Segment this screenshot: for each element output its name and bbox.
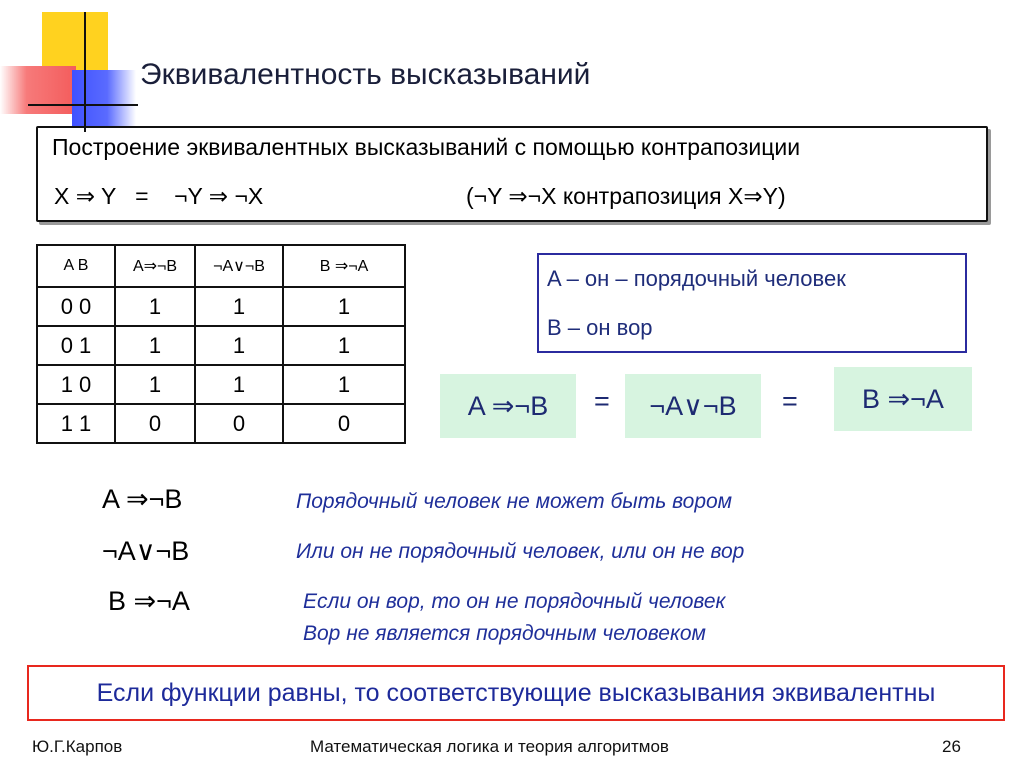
logo-blue-square xyxy=(72,70,136,128)
table-cell: 1 xyxy=(195,287,283,326)
equivalence-expr-1: A ⇒¬B xyxy=(440,374,576,438)
conclusion-text: Если функции равны, то соответствующие высказывания эквивалентны xyxy=(96,678,936,707)
logo-horizontal-line xyxy=(28,104,138,106)
page-number: 26 xyxy=(942,737,961,756)
interpretation-text: Порядочный человек не может быть вором xyxy=(296,490,733,513)
table-row xyxy=(37,404,405,443)
table-cell: 0 1 xyxy=(37,326,115,365)
table-cell: 1 xyxy=(283,365,405,404)
interpretation-text: Если он вор, то он не порядочный человек xyxy=(303,590,726,613)
table-header-cell: A⇒¬B xyxy=(115,245,195,287)
equivalence-expr-2: ¬A∨¬B xyxy=(625,374,761,438)
interpretation-extra-text: Вор не является порядочным человеком xyxy=(303,622,706,645)
equals-sign: = xyxy=(782,386,798,416)
footer-author: Ю.Г.Карпов xyxy=(32,737,123,756)
logo-red-square xyxy=(0,66,76,114)
table-cell: 1 xyxy=(283,326,405,365)
table-header-cell: A B xyxy=(37,245,115,287)
table-cell: 1 xyxy=(115,287,195,326)
table-cell: 0 xyxy=(283,404,405,443)
truth-table xyxy=(36,244,406,444)
logo-vertical-line xyxy=(84,12,86,132)
table-row xyxy=(37,326,405,365)
table-header-cell: B ⇒¬A xyxy=(283,245,405,287)
slide-title: Эквивалентность высказываний xyxy=(140,58,591,91)
table-cell: 1 xyxy=(283,287,405,326)
definition-a: A – он – порядочный человек xyxy=(547,266,846,291)
table-cell: 1 xyxy=(195,365,283,404)
definition-b: B – он вор xyxy=(547,315,653,340)
table-cell: 1 1 xyxy=(37,404,115,443)
interpretation-expr: ¬A∨¬B xyxy=(102,536,190,566)
interpretation-expr: B ⇒¬A xyxy=(108,586,190,616)
footer-course: Математическая логика и теория алгоритмов xyxy=(310,737,669,756)
intro-line: Построение эквивалентных высказываний с помощью контрапозиции xyxy=(52,134,801,160)
conclusion-box xyxy=(27,665,1005,721)
table-cell: 1 0 xyxy=(37,365,115,404)
table-cell: 0 0 xyxy=(37,287,115,326)
equals-sign: = xyxy=(594,386,610,416)
table-cell: 0 xyxy=(115,404,195,443)
table-cell: 1 xyxy=(115,365,195,404)
table-row xyxy=(37,365,405,404)
table-cell: 1 xyxy=(115,326,195,365)
equivalence-expr-3: B ⇒¬A xyxy=(834,367,972,431)
intro-formula-note: (¬Y ⇒¬X контрапозиция X⇒Y) xyxy=(466,183,786,209)
interpretation-text: Или он не порядочный человек, или он не вор xyxy=(296,540,745,563)
table-header-cell: ¬A∨¬B xyxy=(195,245,283,287)
table-row xyxy=(37,287,405,326)
interpretation-expr: A ⇒¬B xyxy=(102,484,183,514)
table-cell: 0 xyxy=(195,404,283,443)
truth-table-header xyxy=(37,245,405,287)
intro-formula: X ⇒ Y = ¬Y ⇒ ¬X xyxy=(54,183,264,209)
table-cell: 1 xyxy=(195,326,283,365)
logo-yellow-square xyxy=(42,12,108,74)
